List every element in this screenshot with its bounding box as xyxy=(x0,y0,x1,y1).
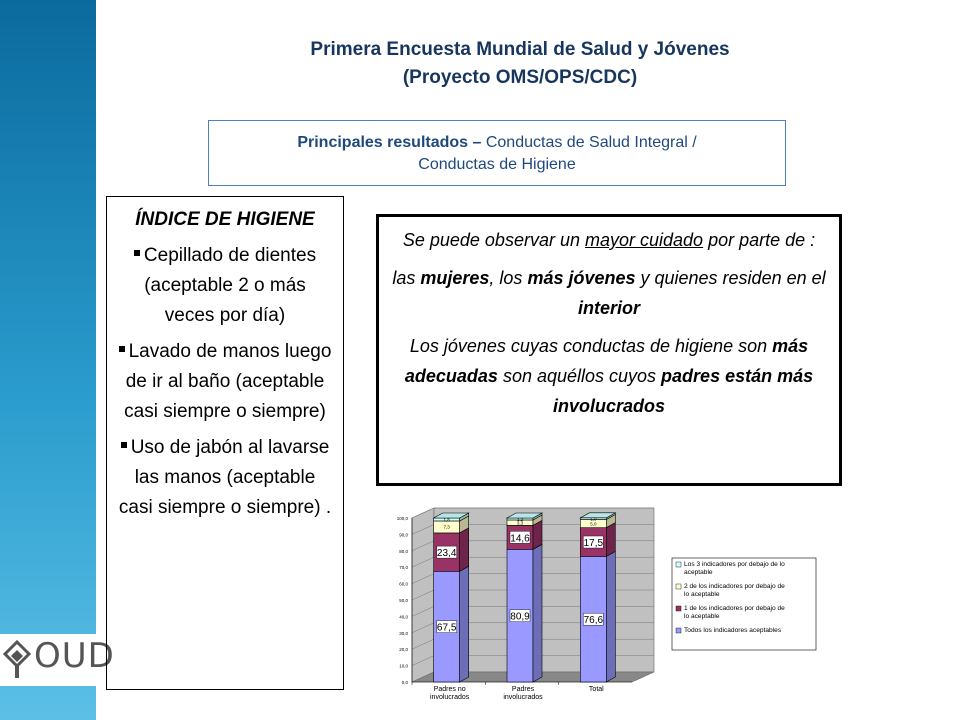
hygiene-item-1-text: Cepillado de dientes (aceptable 2 o más veces por día) xyxy=(143,245,317,326)
observation-p1 xyxy=(391,225,827,255)
data-label: 14,6 xyxy=(510,533,530,545)
data-label: 80,9 xyxy=(510,611,530,623)
bar-segment-side xyxy=(606,523,615,557)
y-tick-label: 70,0 xyxy=(399,565,408,571)
bar-segment-side xyxy=(606,551,615,682)
obs-text: son aquéllos cuyos xyxy=(497,366,662,386)
oud-logo xyxy=(0,634,115,686)
y-tick-label: 80,0 xyxy=(399,548,408,554)
observation-p3 xyxy=(391,331,827,421)
y-tick-label: 10,0 xyxy=(399,663,408,669)
y-tick-label: 100,0 xyxy=(396,516,408,521)
y-tick-label: 30,0 xyxy=(399,630,408,636)
legend-swatch xyxy=(676,584,681,589)
x-category-label: Padres xyxy=(511,686,535,693)
data-label: 23,4 xyxy=(436,548,457,560)
legend-label: lo aceptable xyxy=(684,613,720,620)
legend-label: aceptable xyxy=(684,569,713,576)
subtitle-bold: Principales resultados – xyxy=(297,134,482,151)
hygiene-item-3-text: Uso de jabón al lavarse las manos (aceptable casi siempre o siempre) . xyxy=(118,437,332,518)
subtitle-line-1 xyxy=(209,132,785,154)
data-label: 76,6 xyxy=(583,615,604,627)
title-line-1: Primera Encuesta Mundial de Salud y Jóvenes xyxy=(310,39,730,60)
y-tick-label: 40,0 xyxy=(399,614,408,620)
obs-bold: padres están más involucrados xyxy=(552,366,814,416)
logo-text: OUD xyxy=(34,636,115,676)
y-tick-label: 90,0 xyxy=(399,532,408,538)
obs-text: las xyxy=(392,268,421,288)
obs-text: Los jóvenes cuyas conductas de higiene son xyxy=(409,336,773,356)
bar-segment-side xyxy=(460,528,469,571)
x-category-label: involucrados xyxy=(503,694,543,701)
page-title xyxy=(230,36,810,92)
subtitle-box xyxy=(208,120,786,186)
x-category-label: Padres no xyxy=(433,686,466,693)
legend-swatch xyxy=(676,628,681,633)
subtitle-rest-2: Conductas de Higiene xyxy=(418,156,576,173)
bullet-icon xyxy=(121,442,127,448)
hygiene-index-heading: ÍNDICE DE HIGIENE xyxy=(135,209,315,230)
data-label: 3,3 xyxy=(516,520,524,526)
data-label: 17,5 xyxy=(583,538,604,550)
obs-text: por parte de : xyxy=(703,230,816,250)
hygiene-index-box xyxy=(106,196,344,690)
sidebar-gradient xyxy=(0,0,96,720)
data-label: 1,8 xyxy=(443,517,450,523)
legend-label: 1 de los indicadores por debajo de xyxy=(684,605,785,612)
legend-label: Los 3 indicadores por debajo de lo xyxy=(684,561,785,568)
hygiene-item-2-text: Lavado de manos luego de ir al baño (aceptable casi siempre o siempre) xyxy=(124,341,332,422)
bullet-icon xyxy=(134,250,140,256)
obs-text: Se puede observar un xyxy=(402,230,585,250)
logo-diamond-icon xyxy=(2,640,32,680)
obs-underlined: mayor cuidado xyxy=(584,230,704,250)
title-line-2: (Proyecto OMS/OPS/CDC) xyxy=(402,67,638,88)
bullet-icon xyxy=(119,346,125,352)
data-label: 67,5 xyxy=(436,622,457,634)
observation-p2 xyxy=(391,263,827,323)
legend-swatch xyxy=(676,562,681,567)
data-label: 7,3 xyxy=(443,524,450,530)
obs-bold: más jóvenes xyxy=(527,268,636,288)
hygiene-item-2 xyxy=(117,337,333,427)
obs-bold: interior xyxy=(577,298,640,318)
y-tick-label: 20,0 xyxy=(399,647,408,653)
y-tick-label: 60,0 xyxy=(399,581,408,587)
data-label: 1,2 xyxy=(516,516,524,522)
legend-label: lo aceptable xyxy=(684,591,720,598)
legend-swatch xyxy=(676,606,681,611)
hygiene-item-1 xyxy=(117,241,333,331)
obs-text: y quienes residen en el xyxy=(635,268,826,288)
obs-bold: más adecuadas xyxy=(404,336,809,386)
obs-bold: mujeres xyxy=(420,268,490,288)
x-category-label: involucrados xyxy=(430,694,470,701)
x-category-label: Total xyxy=(588,686,604,693)
data-label: 1,0 xyxy=(590,516,597,522)
legend-label: 2 de los indicadores por debajo de xyxy=(684,583,785,590)
stacked-bar-chart xyxy=(366,498,826,716)
bar-segment-side xyxy=(533,544,542,682)
legend-label: Todos los indicadores aceptables xyxy=(684,627,782,634)
bar-segment-side xyxy=(460,566,469,682)
y-tick-label: 0,0 xyxy=(401,680,408,685)
y-tick-label: 50,0 xyxy=(399,598,408,603)
hygiene-item-3 xyxy=(117,433,333,523)
obs-text: , los xyxy=(489,268,528,288)
observation-box xyxy=(376,214,842,486)
data-label: 5,0 xyxy=(590,521,597,527)
subtitle-rest-1: Conductas de Salud Integral / xyxy=(481,134,697,151)
